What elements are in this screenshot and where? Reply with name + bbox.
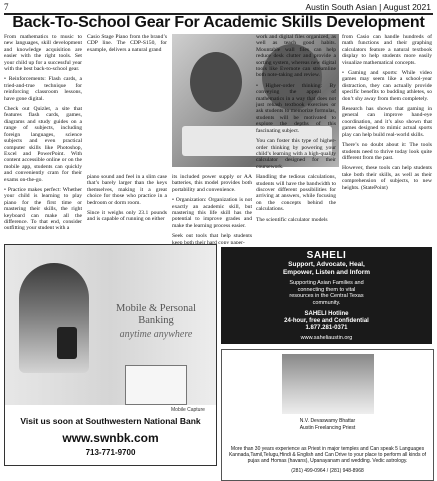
paragraph: • Practice makes perfect: Whether your child is learning to play piano for the first time or mastering their skills, the right keyboard can make all the difference. To that end, consider outfitting your student with a [4,186,82,232]
saheli-title: SAHELI [306,250,347,261]
priest-phone: (281) 499-0964 / (281) 948-8968 [291,468,364,474]
paragraph: You can foster this type of higher-order thinking by powering your child’s learning with a high-quality calculator designed for their coursework. [256,138,336,170]
paragraph: Research has shown that gaming in general can improve hand-eye coordination, and it’s also shown that games designed to mimic actual sports play can help build real-world skills. [342,106,432,138]
article-headline: Back-To-School Gear For Academic Skills Development [12,14,425,31]
paragraph: Seek out tools that help students keep both their hard copy paper- [172,233,252,244]
paragraph: from Casio can handle hundreds of math functions and their graphing calculators feature a natural textbook display to help students more easily visualize mathematical concepts. [342,34,432,66]
paragraph: There’s no doubt about it: The tools students need to thrive today look quite different from the past. [342,142,432,161]
check-image [125,365,187,405]
saheli-hotline: SAHELI Hotline 24-hour, free and Confidential 1.877.281-0371 [284,311,369,331]
paragraph: work and digital files organized, as well as teach good habits. Mountable wall files can help reduce desk clutter and provide a sorting system, whereas new digital tools like Evernote can streamline both note-taking and review. [256,34,336,79]
article-column-3 [172,174,252,244]
phone-icon [57,327,77,359]
article-column-2-top [87,34,167,84]
student-figure [190,52,242,112]
paragraph: piano sound and feel in a slim case that’s barely larger than the keys themselves, making it a great choice for those who practice in a bedroom or dorm room. [87,174,167,206]
publication-line: Austin South Asian | August 2021 [305,2,431,12]
paragraph: • Reinforcements: Flash cards, a tried-and-true technique for reinforcing classroom lessons, have gone digital. [4,76,82,102]
article-column-5 [342,34,432,244]
woman-figure [19,263,89,373]
bank-ad-website[interactable]: www.swnbk.com [62,431,159,445]
paragraph: From mathematics to music to new languages, skill development and knowledge acquisition are easier with the right tools. Set your child up for a successful year with the best back-to-school gear. [4,34,82,73]
page-number: 7 [4,2,9,12]
paragraph: • Organization: Organization is not exactly an academic skill, but mastering this life skill has the potential to improve grades and make the learning process easier. [172,197,252,229]
priest-title: Austin Freelancing Priest [299,425,356,431]
priest-advertisement [221,349,434,481]
paragraph: Casio Stage Piano from the brand’s CDP line. The CDP-S150, for example, delivers a natural grand [87,34,167,53]
bank-ad-phone: 713-771-9700 [85,448,136,457]
paragraph: its included power supply or AA batteries, this model provides both portability and convenience. [172,174,252,193]
paragraph: • Higher-order thinking: By conveying the appeal of mathematics in a way that does not just rehash textbook exercises or ask students to memorize formulas, students will be motivated to explore the depths of this fascinating subject. [256,82,336,134]
paragraph: Since it weighs only 23.1 pounds and is capable of running on either [87,210,167,223]
bank-ad-tagline: Mobile & Personal Banking [116,303,196,326]
bank-ad-slogan: anytime anywhere [119,329,193,340]
article-column-2-bottom [87,174,167,244]
paragraph: Handling the tedious calculations, students will have the bandwidth to discover different possibilities for arriving at answers, while focusing on the concepts behind the calculations. [256,174,336,213]
article-column-4 [256,34,336,244]
article-column-1 [4,34,82,244]
priest-photo [282,354,374,414]
bank-ad-visit: Visit us soon at Southwestern National Bank [20,416,201,426]
paragraph: However, these tools can help students take both their skills, as well as their comprehension of subjects, to new heights. (StatePoint) [342,165,432,191]
paragraph: Check out Quizlet, a site that features flash cards, games, diagrams and study guides on a range of subjects, including foreign languages, science subjects and even practical computer skills like Photoshop, Excel and PowerPoint. With content accessible online or on the mobile app, students can quickly and conveniently cram for their exams on-the-go. [4,106,82,183]
paragraph: • Gaming and sports: While video games may seem like a school-year distraction, they can actually provide specific benefits to budding athletes, so don’t shy away from them completely. [342,70,432,102]
paragraph: The scientific calculator models [256,216,328,223]
bank-ad-caption: Mobile Capture [171,407,205,413]
saheli-advertisement [221,247,432,344]
bank-advertisement [4,244,217,466]
priest-name: N.V. Devaswamy Bhattar [299,418,356,424]
priest-description: More than 30 years experience as Priest in major temples and Can speak 5 Languages Kannada,Tamil,Telugu,Hindi & English and Can Drive to your place to perform all kinds of pujas and Homas (havans), Upanayanam and wedding. Vedic astrology. [228,446,427,464]
saheli-description: Supporting Asian Families and connecting them to vital resources in the Central Texas community. [289,280,364,306]
saheli-website[interactable]: www.saheliaustin.org [300,335,353,341]
saheli-motto: Support, Advocate, Heal, Empower, Listen and Inform [282,261,371,276]
